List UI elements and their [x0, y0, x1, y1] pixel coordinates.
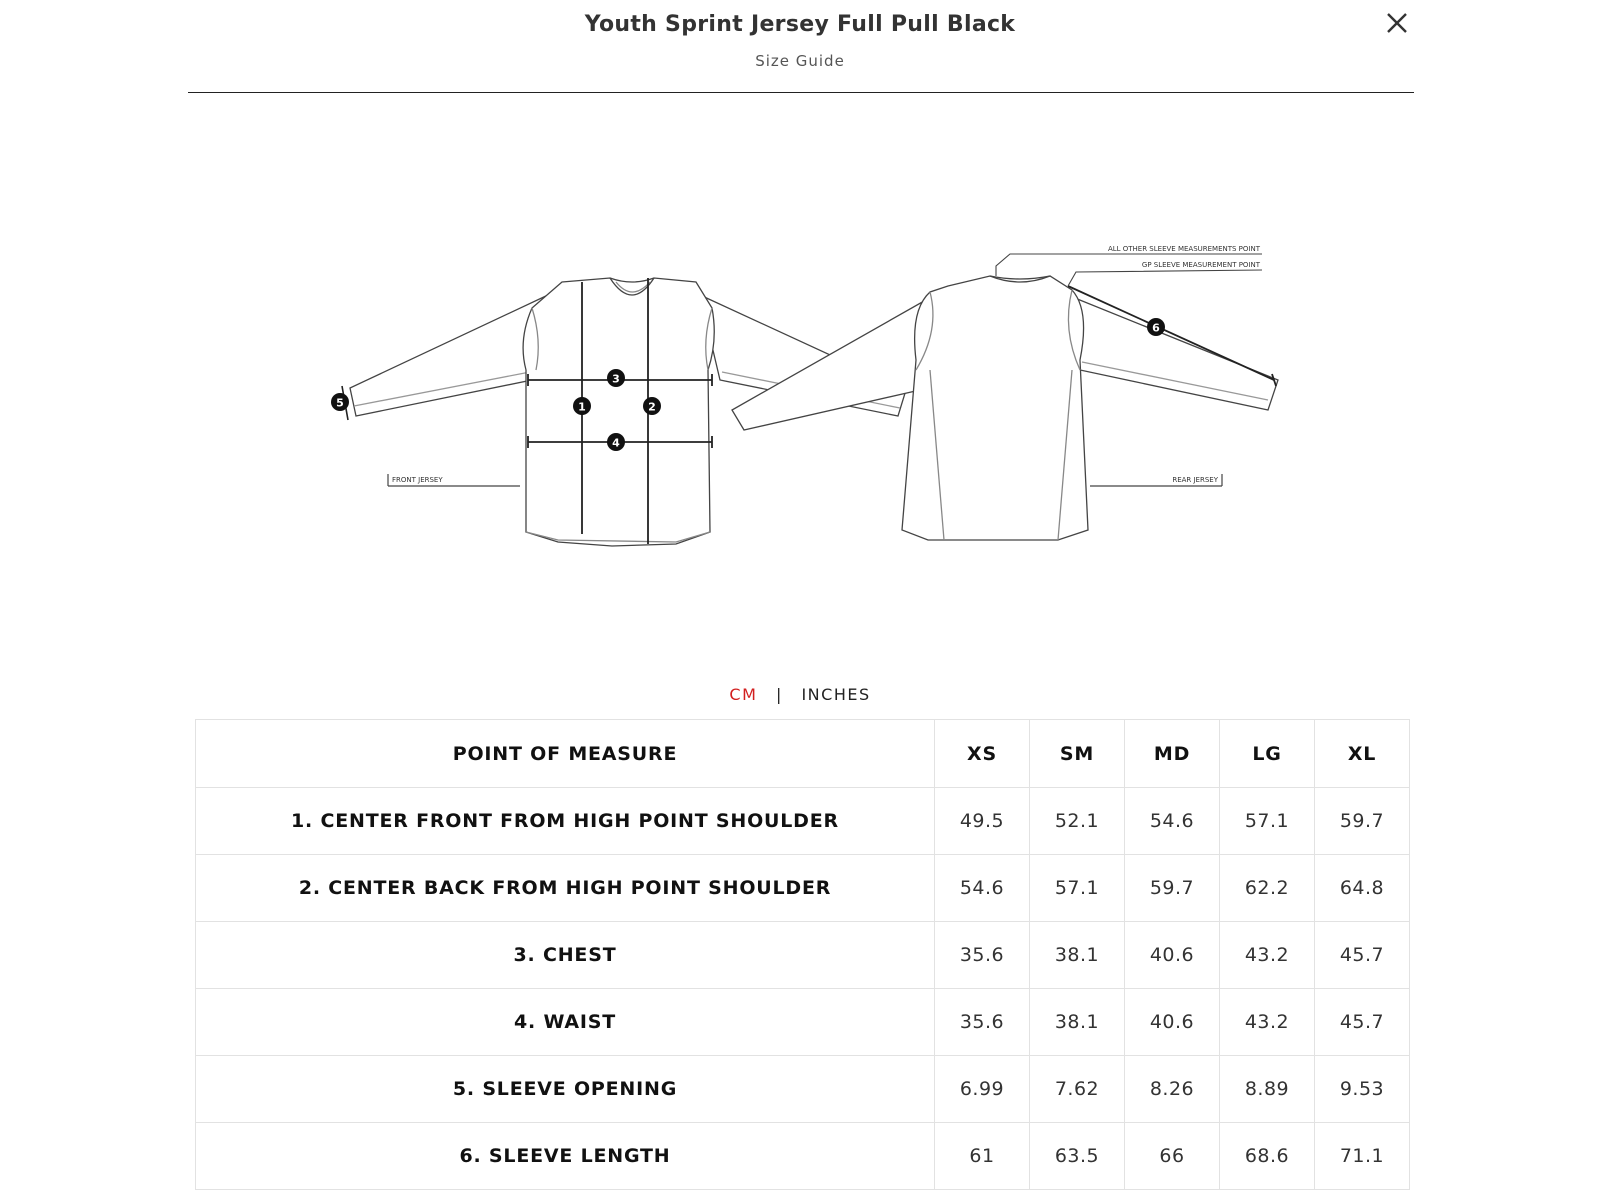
measure-value: 43.2 — [1220, 922, 1315, 989]
measure-value: 40.6 — [1125, 989, 1220, 1056]
header-divider — [188, 92, 1414, 93]
header-size-md: MD — [1125, 720, 1220, 788]
header-point-of-measure: POINT OF MEASURE — [196, 720, 935, 788]
measure-value: 45.7 — [1315, 922, 1410, 989]
measure-label: 5. SLEEVE OPENING — [196, 1056, 935, 1123]
rear-jersey-drawing — [732, 276, 1278, 540]
marker-1 — [573, 397, 591, 415]
table-header-row — [196, 720, 1410, 788]
marker-6 — [1147, 318, 1165, 336]
header-size-sm: SM — [1030, 720, 1125, 788]
measure-value: 9.53 — [1315, 1056, 1410, 1123]
rear-jersey-callout — [1090, 474, 1222, 486]
unit-separator: | — [775, 685, 783, 704]
measure-value: 38.1 — [1030, 989, 1125, 1056]
measure-label: 3. CHEST — [196, 922, 935, 989]
table-row — [196, 1056, 1410, 1123]
close-button[interactable] — [1382, 8, 1412, 38]
measure-value: 57.1 — [1220, 788, 1315, 855]
table-row — [196, 788, 1410, 855]
svg-text:2: 2 — [648, 400, 656, 414]
measure-value: 52.1 — [1030, 788, 1125, 855]
gp-sleeve-label: GP SLEEVE MEASUREMENT POINT — [1141, 261, 1260, 269]
svg-text:5: 5 — [336, 396, 344, 410]
close-icon[interactable] — [1382, 8, 1412, 38]
product-title: Youth Sprint Jersey Full Pull Black — [584, 12, 1016, 37]
measure-value: 57.1 — [1030, 855, 1125, 922]
measure-value: 62.2 — [1220, 855, 1315, 922]
measure-value: 59.7 — [1315, 788, 1410, 855]
measure-value: 8.26 — [1125, 1056, 1220, 1123]
measure-value: 8.89 — [1220, 1056, 1315, 1123]
measure-value: 49.5 — [935, 788, 1030, 855]
header-size-xs: XS — [935, 720, 1030, 788]
table-row — [196, 855, 1410, 922]
measure-value: 6.99 — [935, 1056, 1030, 1123]
measure-value: 63.5 — [1030, 1123, 1125, 1190]
table-row — [196, 922, 1410, 989]
header-size-xl: XL — [1315, 720, 1410, 788]
table-row — [196, 989, 1410, 1056]
measure-value: 54.6 — [1125, 788, 1220, 855]
unit-inches-button[interactable]: INCHES — [801, 685, 871, 704]
jersey-measurement-diagram — [320, 230, 1320, 570]
measure-label: 2. CENTER BACK FROM HIGH POINT SHOULDER — [196, 855, 935, 922]
gp-sleeve-callout — [1068, 261, 1262, 286]
measure-value: 68.6 — [1220, 1123, 1315, 1190]
modal-header — [0, 0, 1600, 96]
front-jersey-callout — [388, 474, 520, 486]
front-jersey-label: FRONT JERSEY — [392, 476, 443, 484]
measure-value: 66 — [1125, 1123, 1220, 1190]
measure-value: 45.7 — [1315, 989, 1410, 1056]
marker-3 — [607, 369, 625, 387]
measure-value: 40.6 — [1125, 922, 1220, 989]
measure-value: 59.7 — [1125, 855, 1220, 922]
measure-value: 38.1 — [1030, 922, 1125, 989]
measure-label: 6. SLEEVE LENGTH — [196, 1123, 935, 1190]
size-chart-table — [195, 719, 1410, 1190]
measure-value: 35.6 — [935, 989, 1030, 1056]
marker-4 — [607, 433, 625, 451]
measure-value: 54.6 — [935, 855, 1030, 922]
measure-label: 1. CENTER FRONT FROM HIGH POINT SHOULDER — [196, 788, 935, 855]
measure-value: 71.1 — [1315, 1123, 1410, 1190]
measure-label: 4. WAIST — [196, 989, 935, 1056]
svg-text:1: 1 — [578, 400, 586, 414]
size-guide-subtitle: Size Guide — [755, 52, 845, 70]
marker-5 — [331, 393, 349, 411]
marker-2 — [643, 397, 661, 415]
rear-jersey-label: REAR JERSEY — [1172, 476, 1218, 484]
measure-value: 64.8 — [1315, 855, 1410, 922]
table-row — [196, 1123, 1410, 1190]
measure-value: 7.62 — [1030, 1056, 1125, 1123]
svg-text:4: 4 — [612, 436, 620, 450]
unit-toggle — [0, 684, 1600, 704]
header-size-lg: LG — [1220, 720, 1315, 788]
measure-value: 61 — [935, 1123, 1030, 1190]
measure-value: 35.6 — [935, 922, 1030, 989]
unit-cm-button[interactable]: CM — [729, 685, 758, 704]
svg-text:3: 3 — [612, 372, 620, 386]
svg-text:6: 6 — [1152, 321, 1160, 335]
sleeve-point-label: ALL OTHER SLEEVE MEASUREMENTS POINT — [1107, 245, 1260, 253]
measure-value: 43.2 — [1220, 989, 1315, 1056]
